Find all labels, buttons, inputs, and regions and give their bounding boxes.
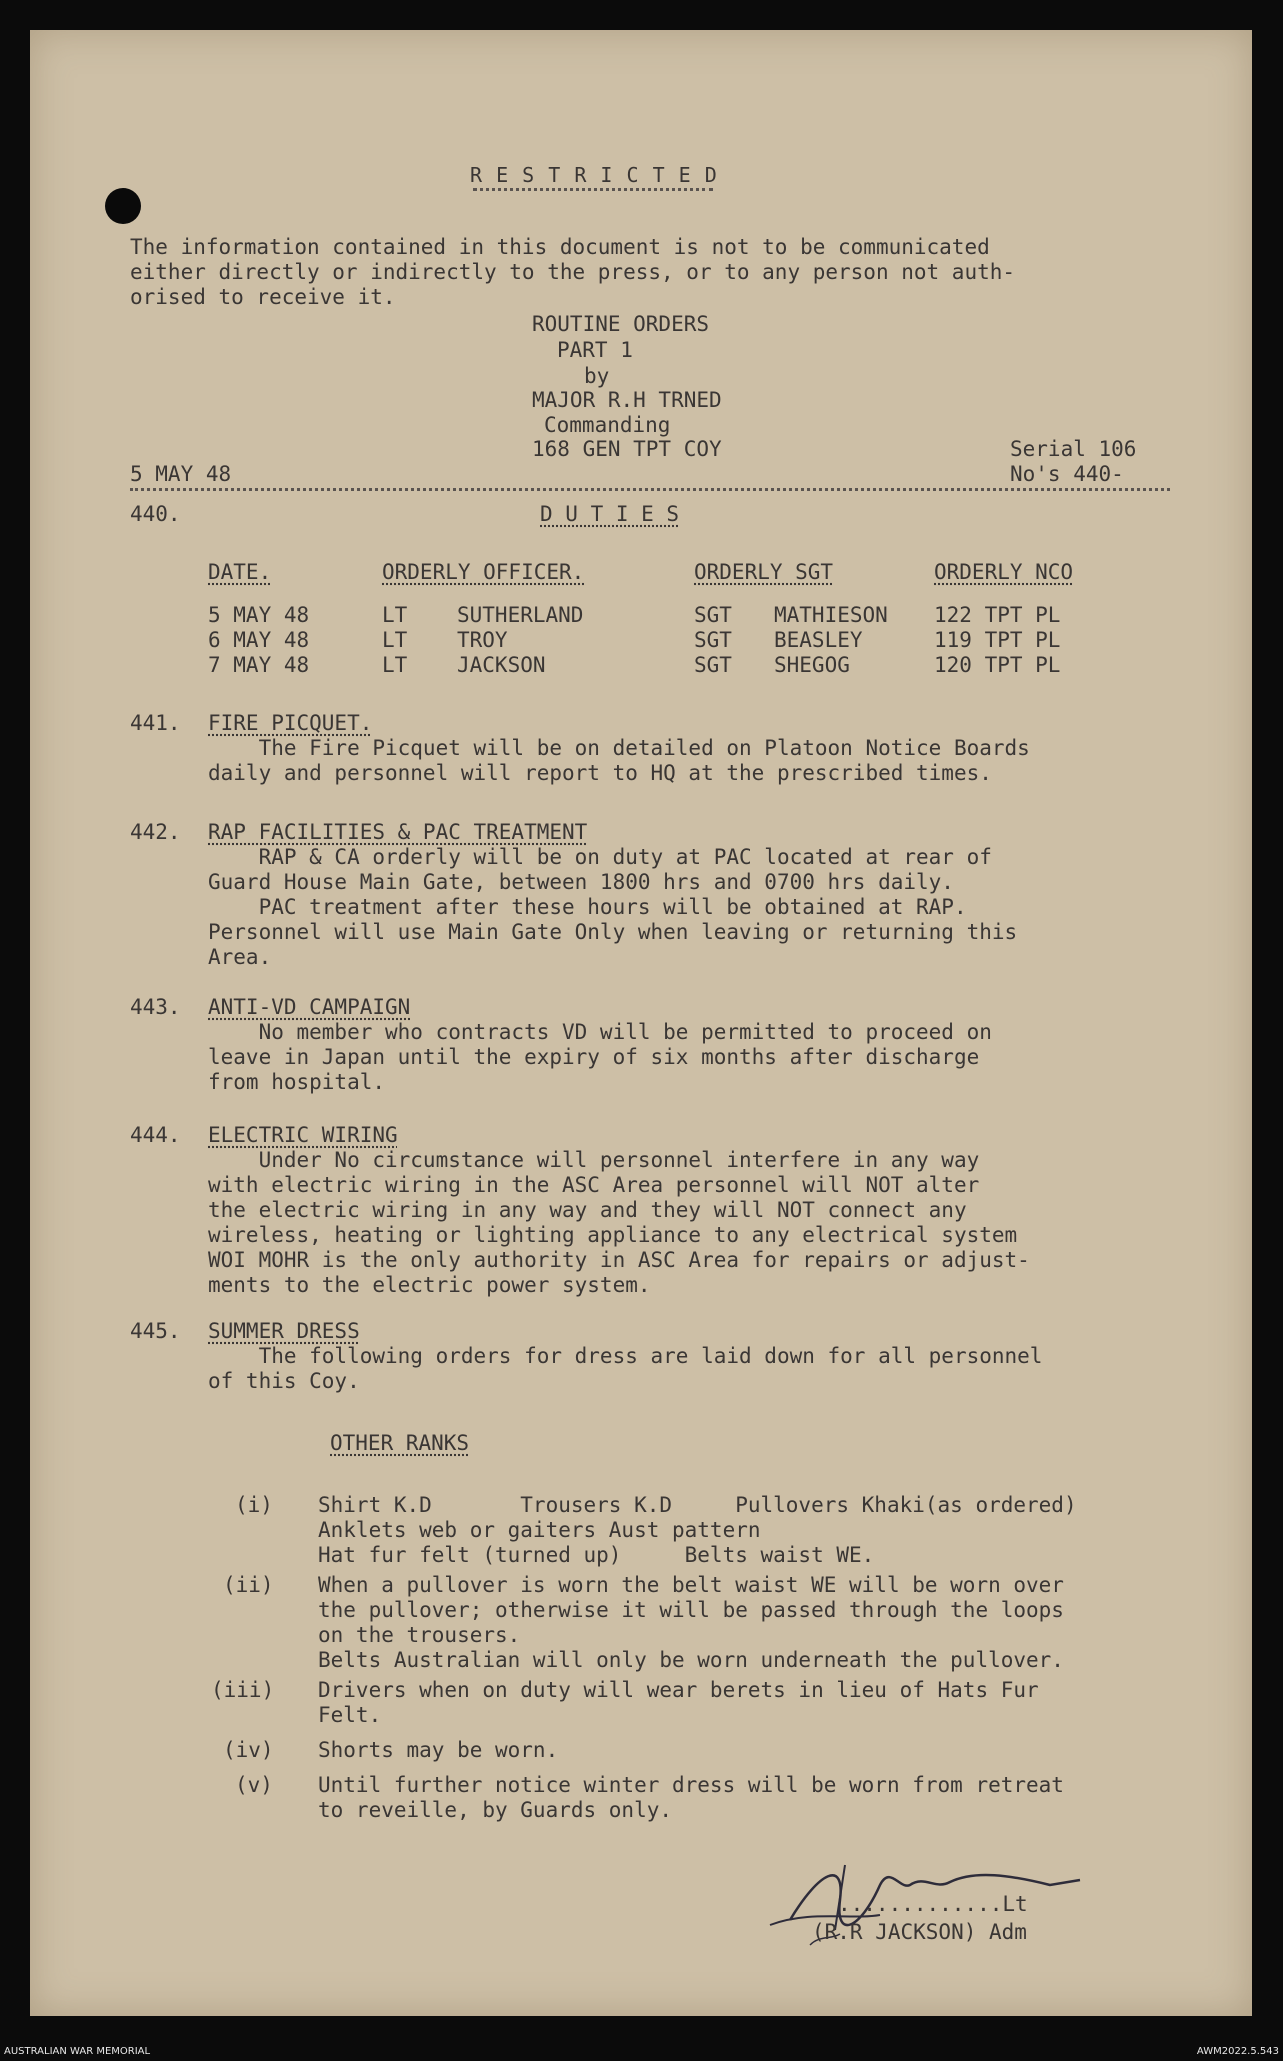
section-line: WOI MOHR is the only authority in ASC Area for repairs or adjust- bbox=[208, 1248, 1030, 1272]
section-line: Guard House Main Gate, between 1800 hrs and 0700 hrs daily. bbox=[208, 870, 954, 894]
dress-item-line: Felt. bbox=[318, 1703, 382, 1727]
serial-number: Serial 106 bbox=[1010, 437, 1137, 461]
section-line: RAP & CA orderly will be on duty at PAC located at rear of bbox=[208, 845, 992, 869]
title-line-2: PART 1 bbox=[557, 338, 633, 362]
signature-line: .............Lt bbox=[838, 1892, 1028, 1916]
duty-sgt-name: BEASLEY bbox=[774, 628, 863, 652]
signature-name: (R.R JACKSON) Adm bbox=[812, 1920, 1027, 1944]
section-number: 442. bbox=[130, 820, 181, 844]
dress-item-line: Shirt K.D Trousers K.D Pullovers Khaki(as ordered) bbox=[318, 1493, 1077, 1517]
dress-item-line: Until further notice winter dress will be worn from retreat bbox=[318, 1773, 1064, 1797]
section-line: The Fire Picquet will be on detailed on Platoon Notice Boards bbox=[208, 736, 1030, 760]
footer-left: AUSTRALIAN WAR MEMORIAL bbox=[4, 2046, 151, 2057]
title-line-3: by bbox=[584, 364, 610, 388]
duties-col-officer: ORDERLY OFFICER. bbox=[382, 560, 585, 584]
document-page bbox=[30, 30, 1252, 2016]
duty-nco: 120 TPT PL bbox=[934, 653, 1061, 677]
section-heading: ELECTRIC WIRING bbox=[208, 1123, 398, 1147]
order-date: 5 MAY 48 bbox=[130, 462, 232, 486]
section-line: PAC treatment after these hours will be obtained at RAP. bbox=[208, 895, 967, 919]
duty-sgt-rank: SGT bbox=[694, 653, 732, 677]
duty-officer-rank: LT bbox=[382, 628, 408, 652]
duty-officer-rank: LT bbox=[382, 603, 408, 627]
restricted-underline bbox=[473, 188, 713, 191]
dress-item-line: Drivers when on duty will wear berets in lieu of Hats Fur bbox=[318, 1678, 1039, 1702]
notice-line-2: either directly or indirectly to the press, or to any person not auth- bbox=[130, 260, 1016, 284]
title-line-1: ROUTINE ORDERS bbox=[532, 312, 710, 336]
duty-officer-name: JACKSON bbox=[457, 653, 546, 677]
duties-col-nco: ORDERLY NCO bbox=[934, 560, 1074, 584]
dress-item-number: (v) bbox=[235, 1773, 273, 1797]
section-heading: RAP FACILITIES & PAC TREATMENT bbox=[208, 820, 588, 844]
notice-line-1: The information contained in this document is not to be communicated bbox=[130, 235, 990, 259]
section-line: leave in Japan until the expiry of six months after discharge bbox=[208, 1045, 980, 1069]
section-line: with electric wiring in the ASC Area personnel will NOT alter bbox=[208, 1173, 980, 1197]
punch-hole bbox=[105, 188, 141, 224]
duty-nco: 122 TPT PL bbox=[934, 603, 1061, 627]
title-line-6: 168 GEN TPT COY bbox=[532, 437, 722, 461]
section-line: ments to the electric power system. bbox=[208, 1273, 651, 1297]
notice-line-3: orised to receive it. bbox=[130, 285, 396, 309]
dress-item-number: (i) bbox=[235, 1493, 273, 1517]
section-line: wireless, heating or lighting appliance to any electrical system bbox=[208, 1223, 1018, 1247]
header-divider bbox=[130, 488, 1170, 491]
duty-officer-rank: LT bbox=[382, 653, 408, 677]
duties-col-date: DATE. bbox=[208, 560, 272, 584]
duty-sgt-rank: SGT bbox=[694, 628, 732, 652]
restricted-stamp: R E S T R I C T E D bbox=[470, 163, 718, 187]
dress-subheading: OTHER RANKS bbox=[330, 1431, 470, 1455]
section-number: 444. bbox=[130, 1123, 181, 1147]
title-line-4: MAJOR R.H TRNED bbox=[532, 388, 722, 412]
dress-item-line: When a pullover is worn the belt waist WE will be worn over bbox=[318, 1573, 1064, 1597]
section-line: Personnel will use Main Gate Only when leaving or returning this bbox=[208, 920, 1018, 944]
dress-item-line: Hat fur felt (turned up) Belts waist WE. bbox=[318, 1543, 875, 1567]
section-line: daily and personnel will report to HQ at the prescribed times. bbox=[208, 761, 992, 785]
section-line: Under No circumstance will personnel interfere in any way bbox=[208, 1148, 980, 1172]
dress-item-number: (iii) bbox=[211, 1678, 275, 1702]
section-line: from hospital. bbox=[208, 1070, 386, 1094]
section-number: 443. bbox=[130, 995, 181, 1019]
section-heading: FIRE PICQUET. bbox=[208, 711, 373, 735]
duty-officer-name: SUTHERLAND bbox=[457, 603, 584, 627]
section-heading: ANTI-VD CAMPAIGN bbox=[208, 995, 411, 1019]
dress-item-line: Shorts may be worn. bbox=[318, 1738, 559, 1762]
section-line: No member who contracts VD will be permitted to proceed on bbox=[208, 1020, 992, 1044]
title-line-5: Commanding bbox=[544, 413, 671, 437]
dress-item-line: the pullover; otherwise it will be passed through the loops bbox=[318, 1598, 1064, 1622]
duties-heading: D U T I E S bbox=[540, 502, 680, 526]
duty-nco: 119 TPT PL bbox=[934, 628, 1061, 652]
section-line: the electric wiring in any way and they will NOT connect any bbox=[208, 1198, 967, 1222]
duty-officer-name: TROY bbox=[457, 628, 508, 652]
dress-item-line: Belts Australian will only be worn underneath the pullover. bbox=[318, 1648, 1064, 1672]
duty-sgt-name: MATHIESON bbox=[774, 603, 888, 627]
section-number: 441. bbox=[130, 711, 181, 735]
dress-item-line: on the trousers. bbox=[318, 1623, 521, 1647]
section-line: of this Coy. bbox=[208, 1369, 360, 1393]
order-numbers: No's 440- bbox=[1010, 462, 1124, 486]
duty-sgt-rank: SGT bbox=[694, 603, 732, 627]
duty-date: 6 MAY 48 bbox=[208, 628, 310, 652]
section-number: 445. bbox=[130, 1319, 181, 1343]
section-line: The following orders for dress are laid down for all personnel bbox=[208, 1344, 1043, 1368]
duty-date: 5 MAY 48 bbox=[208, 603, 310, 627]
section-heading: SUMMER DRESS bbox=[208, 1319, 360, 1343]
dress-item-number: (ii) bbox=[223, 1573, 274, 1597]
duty-sgt-name: SHEGOG bbox=[774, 653, 850, 677]
dress-item-line: Anklets web or gaiters Aust pattern bbox=[318, 1518, 761, 1542]
duties-number: 440. bbox=[130, 502, 181, 526]
section-line: Area. bbox=[208, 945, 272, 969]
dress-item-line: to reveille, by Guards only. bbox=[318, 1798, 673, 1822]
dress-item-number: (iv) bbox=[223, 1738, 274, 1762]
footer-right: AWM2022.5.543 bbox=[1196, 2046, 1279, 2057]
duties-col-sgt: ORDERLY SGT bbox=[694, 560, 834, 584]
duty-date: 7 MAY 48 bbox=[208, 653, 310, 677]
